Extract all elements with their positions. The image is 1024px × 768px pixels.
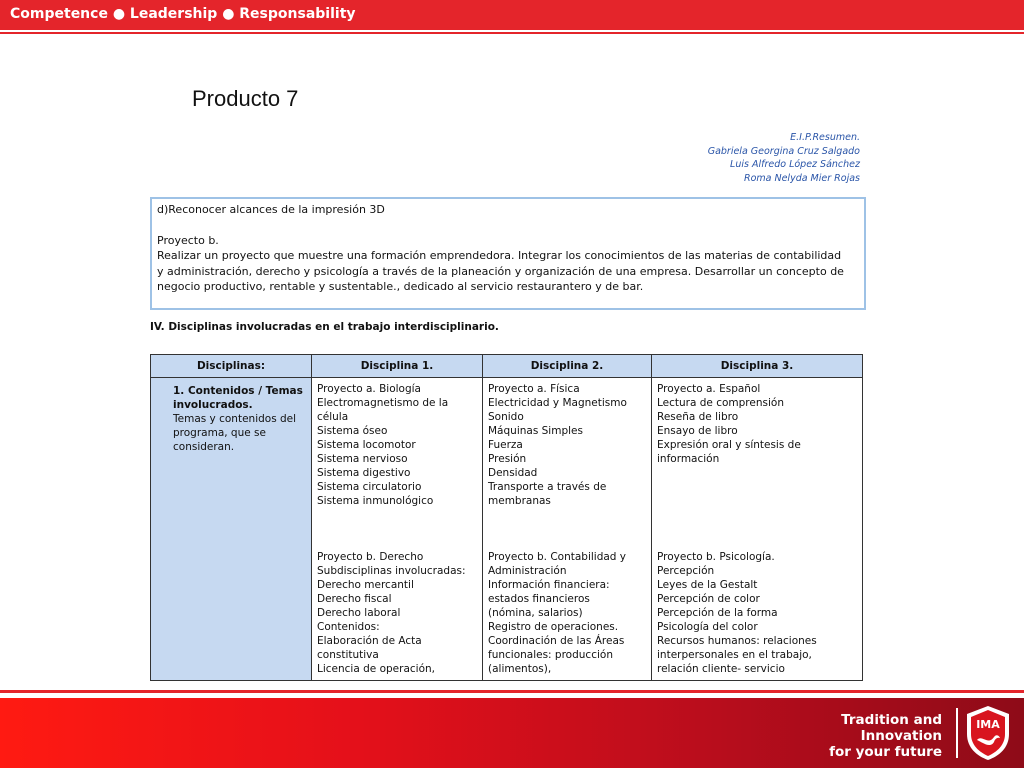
author-line: Luis Alfredo López Sánchez — [730, 159, 860, 170]
row-desc-line: programa, que se — [173, 427, 266, 439]
cell-line: Derecho laboral — [317, 607, 401, 619]
cell-line: Sistema locomotor — [317, 439, 416, 451]
cell-line: Proyecto b. Psicología. — [657, 551, 775, 563]
table-cell-discipline-2 — [483, 378, 652, 681]
bottom-divider-line — [0, 690, 1024, 693]
cell-line: Proyecto a. Español — [657, 383, 761, 395]
cell-line: Registro de operaciones. — [488, 621, 619, 633]
cell-line: constitutiva — [317, 649, 379, 661]
top-banner — [0, 0, 1024, 30]
cell-line: estados financieros — [488, 593, 590, 605]
disciplines-table — [150, 354, 863, 681]
cell-line: Expresión oral y síntesis de — [657, 439, 801, 451]
ima-shield-logo-icon — [964, 704, 1012, 762]
table-header-cell: Disciplina 2. — [483, 355, 652, 378]
cell-line: funcionales: producción — [488, 649, 613, 661]
logo-text: IMA — [976, 718, 1000, 731]
cell-line: Sistema digestivo — [317, 467, 411, 479]
footer-vertical-divider — [956, 708, 958, 758]
cell-line: Proyecto a. Física — [488, 383, 580, 395]
table-header-cell: Disciplina 3. — [652, 355, 863, 378]
cell-line: Recursos humanos: relaciones — [657, 635, 817, 647]
cell-line: Reseña de libro — [657, 411, 739, 423]
cell-line: Ensayo de libro — [657, 425, 738, 437]
cell-line: Sistema nervioso — [317, 453, 408, 465]
cell-line: relación cliente- servicio — [657, 663, 785, 675]
cell-line: Licencia de operación, — [317, 663, 435, 675]
project-a-block — [657, 382, 857, 508]
table-header-cell: Disciplina 1. — [312, 355, 483, 378]
cell-line: Sonido — [488, 411, 524, 423]
author-line: Gabriela Georgina Cruz Salgado — [707, 145, 860, 157]
project-b-block — [488, 550, 646, 676]
top-divider-line — [0, 32, 1024, 34]
cell-line: Electromagnetismo de la — [317, 397, 449, 409]
footer-tagline — [829, 712, 942, 760]
cell-line: Derecho mercantil — [317, 579, 414, 591]
cell-line: Percepción de la forma — [657, 607, 778, 619]
cell-line: Lectura de comprensión — [657, 397, 784, 409]
row-title-line: involucrados. — [173, 399, 253, 411]
author-line: E.I.P.Resumen. — [790, 132, 860, 143]
project-b-block — [657, 550, 857, 676]
table-row-header-cell — [151, 378, 312, 681]
cell-line: Fuerza — [488, 439, 523, 451]
cell-line: Transporte a través de — [488, 481, 607, 493]
header-tagline: Competence ● Leadership ● Responsability — [10, 6, 356, 22]
cell-line: Elaboración de Acta — [317, 635, 422, 647]
cell-line: Leyes de la Gestalt — [657, 579, 758, 591]
cell-line: (alimentos), — [488, 663, 552, 675]
row-title-line: 1. Contenidos / Temas — [173, 385, 303, 397]
project-b-block — [317, 550, 477, 676]
cell-line: célula — [317, 411, 349, 423]
spacer — [157, 218, 859, 233]
cell-line: interpersonales en el trabajo, — [657, 649, 812, 661]
cell-line: Percepción de color — [657, 593, 760, 605]
cell-line: Proyecto b. Derecho — [317, 551, 424, 563]
cell-line: Psicología del color — [657, 621, 758, 633]
table-header-row — [151, 355, 863, 378]
cell-line: Máquinas Simples — [488, 425, 583, 437]
project-label: Proyecto b. — [157, 233, 219, 247]
objective-line: y administración, derecho y psicología a través de la planeación y organización de una empresa. Desarrollar un concepto de — [157, 264, 844, 278]
cell-line: Sistema inmunológico — [317, 495, 434, 507]
author-block — [708, 131, 860, 185]
cell-line: (nómina, salarios) — [488, 607, 583, 619]
project-a-block — [317, 382, 477, 508]
cell-line: Proyecto b. Contabilidad y — [488, 551, 627, 563]
objective-box — [150, 197, 866, 310]
slide-title: Producto 7 — [192, 86, 299, 111]
cell-line: Electricidad y Magnetismo — [488, 397, 627, 409]
cell-line: membranas — [488, 495, 551, 507]
author-line: Roma Nelyda Mier Rojas — [743, 172, 860, 184]
table-row — [151, 378, 863, 681]
objective-line: Realizar un proyecto que muestre una formación emprendedora. Integrar los conocimientos de las materias de contabilidad — [157, 249, 842, 262]
objective-heading: d)Reconocer alcances de la impresión 3D — [157, 203, 385, 216]
cell-line: Sistema circulatorio — [317, 481, 422, 493]
table-cell-discipline-3 — [652, 378, 863, 681]
cell-line: Contenidos: — [317, 621, 380, 633]
objective-line: negocio productivo, rentable y sustentable., dedicado al servicio restaurantero y de bar. — [157, 280, 644, 293]
table-header-cell: Disciplinas: — [151, 355, 312, 378]
cell-line: Sistema óseo — [317, 425, 388, 437]
cell-line: información — [657, 453, 720, 465]
cell-line: Presión — [488, 453, 527, 465]
cell-line: Administración — [488, 565, 567, 577]
cell-line: Densidad — [488, 467, 538, 479]
project-a-block — [488, 382, 646, 508]
cell-line: Coordinación de las Áreas — [488, 635, 625, 647]
cell-line: Derecho fiscal — [317, 593, 392, 605]
footer-tagline-line: for your future — [829, 744, 942, 760]
cell-line: Subdisciplinas involucradas: — [317, 565, 466, 577]
cell-line: Percepción — [657, 565, 715, 577]
cell-line: Proyecto a. Biología — [317, 383, 421, 395]
row-desc-line: consideran. — [173, 441, 235, 453]
footer-tagline-line: Tradition and — [841, 712, 942, 728]
table-cell-discipline-1 — [312, 378, 483, 681]
row-desc-line: Temas y contenidos del — [173, 413, 297, 425]
section-heading: IV. Disciplinas involucradas en el trabajo interdisciplinario. — [150, 321, 499, 333]
cell-line: Información financiera: — [488, 579, 610, 591]
footer-tagline-line: Innovation — [860, 728, 942, 744]
